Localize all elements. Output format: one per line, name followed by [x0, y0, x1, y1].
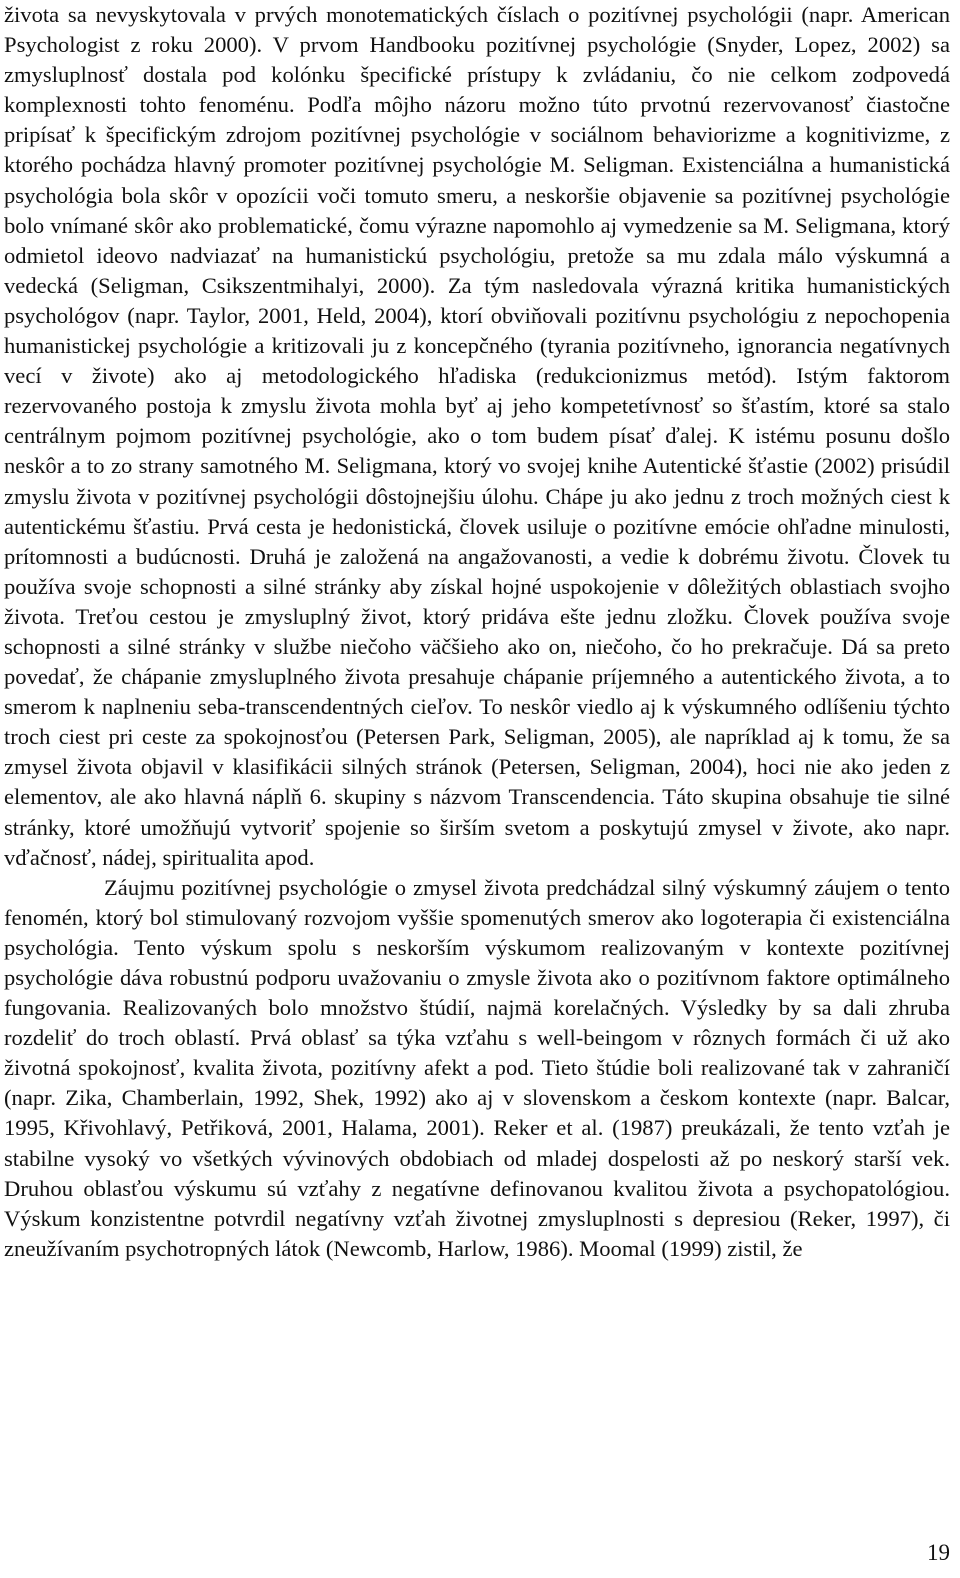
- paragraph-2: Záujmu pozitívnej psychológie o zmysel života predchádzal silný výskumný záujem o tento fenomén, ktorý bol stimulovaný rozvojom vyššie spomenutých smerov ako logoterapia či existenciálna psychológia. Tento výskum spolu s neskorším výskumom realizovaným v kontexte pozitívnej psychológie dáva robustnú podporu uvažovaniu o zmysle života ako o pozitívnom faktore optimálneho fungovania. Realizovaných bolo množstvo štúdií, najmä korelačných. Výsledky by sa dali zhruba rozdeliť do troch oblastí. Prvá oblasť sa týka vzťahu s well-beingom v rôznych formách či už ako životná spokojnosť, kvalita života, pozitívny afekt a pod. Tieto štúdie boli realizované tak v zahraničí (napr. Zika, Chamberlain, 1992, Shek, 1992) ako aj v slovenskom a českom kontexte (napr. Balcar, 1995, Křivohlavý, Petřiková, 2001, Halama, 2001). Reker et al. (1987) preukázali, že tento vzťah je stabilne vysoký vo všetkých vývinových obdobiach od mladej dospelosti až po neskorý starší vek. Druhou oblasťou výskumu sú vzťahy z negatívne definovanou kvalitou života a psychopatológiou. Výskum konzistentne potvrdil negatívny vzťah životnej zmysluplnosti s depresiou (Reker, 1997), či zneužívaním psychotropných látok (Newcomb, Harlow, 1986). Moomal (1999) zistil, že: [4, 874, 950, 1261]
- paragraph-1: života sa nevyskytovala v prvých monotematických číslach o pozitívnej psychológii (napr. American Psychologist z roku 2000). V prvom Handbooku pozitívnej psychológie (Snyder, Lopez, 2002) sa zmysluplnosť dostala pod kolónku špecifické prístupy k zvládaniu, čo nie celkom zodpovedá komplexnosti tohto fenoménu. Podľa môjho názoru možno túto prvotnú rezervovanosť čiastočne pripísať k špecifickým zdrojom pozitívnej psychológie v sociálnom behaviorizme a kognitivizme, z ktorého pochádza hlavný promoter pozitívnej psychológie M. Seligman. Existenciálna a humanistická psychológia bola skôr v opozícii voči tomuto smeru, a neskoršie objavenie sa pozitívnej psychológie bolo vnímané skôr ako problematické, čomu výrazne napomohlo aj vymedzenie sa M. Seligmana, ktorý odmietol ideovo nadviazať na humanistickú psychológiu, pretože sa mu zdala málo výskumná a vedecká (Seligman, Csikszentmihalyi, 2000). Za tým nasledovala výrazná kritika humanistických psychológov (napr. Taylor, 2001, Held, 2004), ktorí obviňovali pozitívnu psychológiu z nepochopenia humanistickej psychológie a kritizovali ju z koncepčného (tyrania pozitívneho, ignorancia negatívnych vecí v živote) ako aj metodologického hľadiska (redukcionizmus metód). Istým faktorom rezervovaného postoja k zmyslu života mohla byť aj jeho kompetetívnosť so šťastím, ktoré sa stalo centrálnym pojmom pozitívnej psychológie, ako o tom budem písať ďalej. K istému posunu došlo neskôr a to zo strany samotného M. Seligmana, ktorý vo svojej knihe Autentické šťastie (2002) prisúdil zmyslu života v pozitívnej psychológii dôstojnejšiu úlohu. Chápe ju ako jednu z troch možných ciest k autentickému šťastiu. Prvá cesta je hedonistická, človek usiluje o pozitívne emócie ohľadne minulosti, prítomnosti a budúcnosti. Druhá je založená na angažovanosti, a vedie k dobrému životu. Človek tu používa svoje schopnosti a silné stránky aby získal hojné uspokojenie v dôležitých oblastiach svojho života. Treťou cestou je zmysluplný život, ktorý pridáva ešte jednu zložku. Človek používa svoje schopnosti a silné stránky v službe niečoho väčšieho ako on, niečoho, čo ho prekračuje. Dá sa preto povedať, že chápanie zmysluplného života presahuje chápanie príjemného a autentického života, a to smerom k naplneniu seba-transcendentných cieľov. To neskôr viedlo aj k výskumného odlíšeniu týchto troch ciest pri ceste za spokojnosťou (Petersen Park, Seligman, 2005), ale napríklad aj k tomu, že sa zmysel života objavil v klasifikácii silných stránok (Petersen, Seligman, 2004), hoci nie ako jeden z elementov, ale ako hlavná náplň 6. skupiny s názvom Transcendencia. Táto skupina obsahuje tie silné stránky, ktoré umožňujú vytvoriť spojenie so širším svetom a poskytujú zmysel v živote, ako napr. vďačnosť, nádej, spiritualita apod.: [4, 2, 950, 870]
- page-number: 19: [927, 1540, 950, 1565]
- document-body: [4, 0, 950, 1264]
